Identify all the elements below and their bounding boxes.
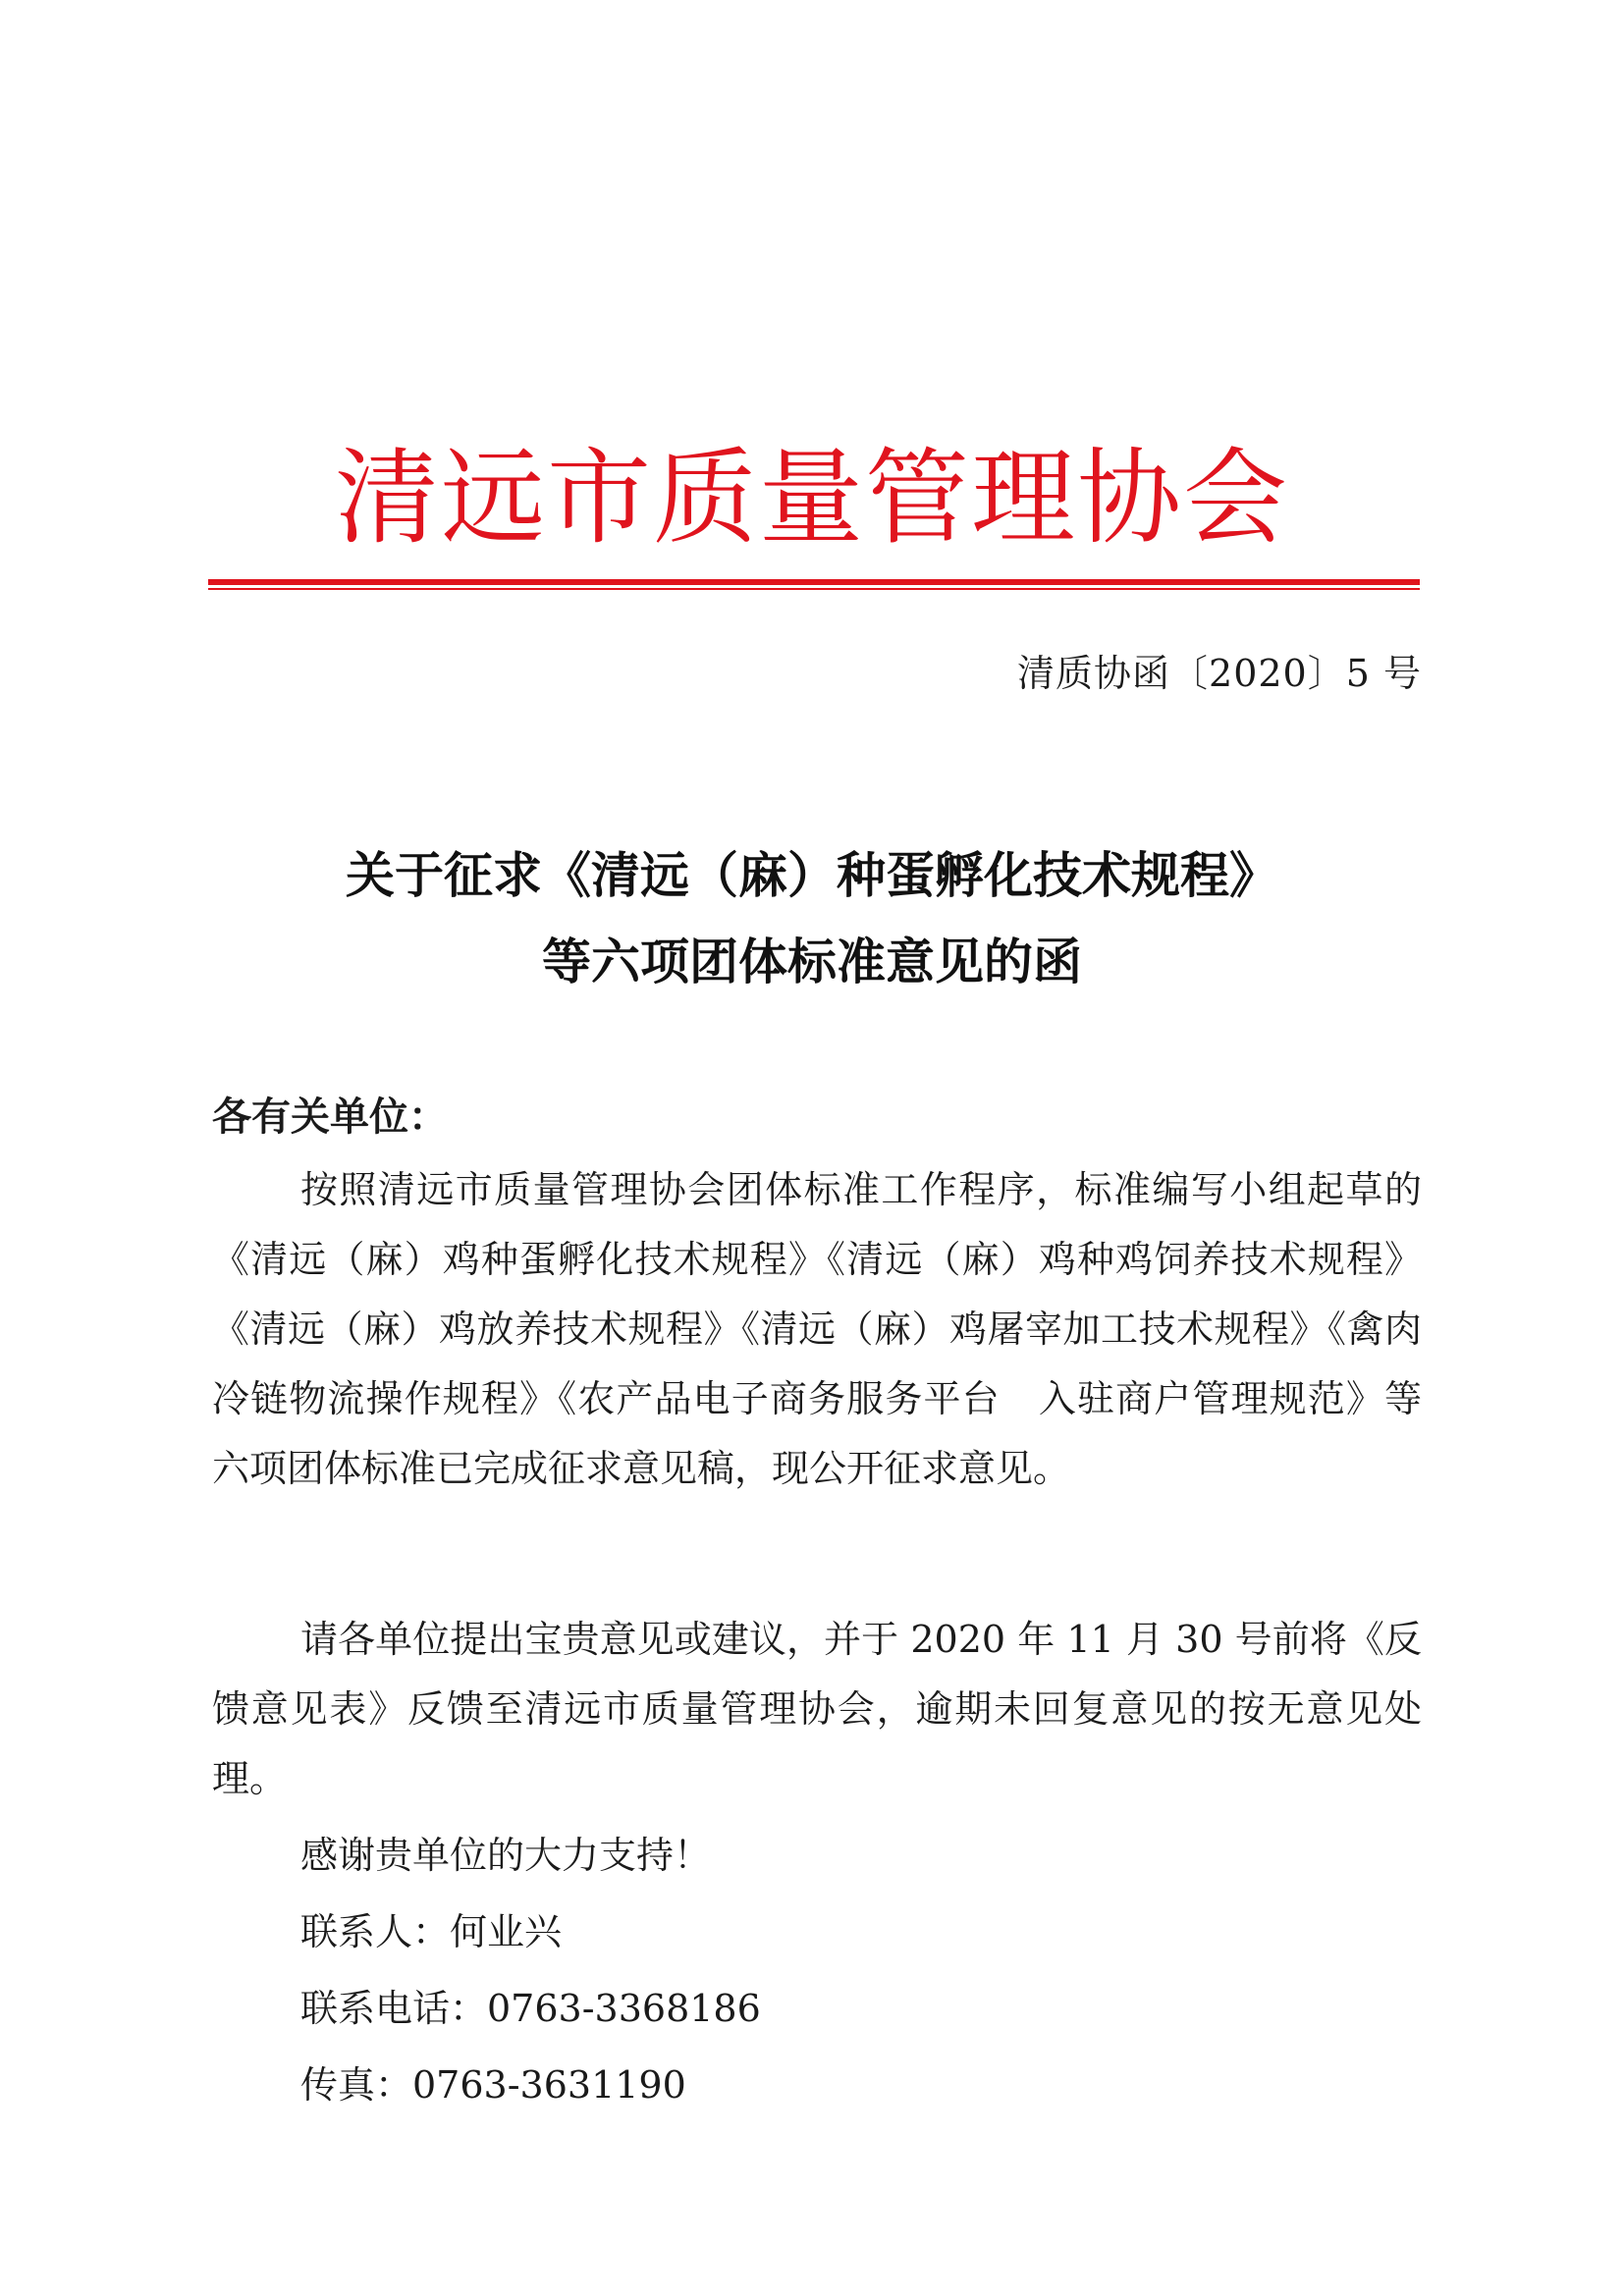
body-paragraph-2: 请各单位提出宝贵意见或建议，并于 2020 年 11 月 30 号前将《反馈意见表》反馈至清远市质量管理协会，逾期未回复意见的按无意见处理。: [212, 1618, 1422, 1800]
thanks-line: 感谢贵单位的大力支持！: [300, 1834, 712, 1877]
letterhead-rule-thick: [208, 579, 1420, 585]
letterhead-rule-thin: [208, 588, 1420, 590]
body-paragraph-1: 按照清远市质量管理协会团体标准工作程序，标准编写小组起草的《清远（麻）鸡种蛋孵化技术规程》《清远（麻）鸡种鸡饲养技术规程》《清远（麻）鸡放养技术规程》《清远（麻）鸡屠宰加工技术规程》《禽肉冷链物流操作规程》《农产品电子商务服务平台 入驻商户管理规范》等六项团体标准已完成征求意见稿，现公开征求意见。: [212, 1168, 1422, 1490]
contact-person: 联系人：何业兴: [300, 1910, 563, 1953]
contact-fax: 传真：0763-3631190: [300, 2063, 686, 2107]
subject-line-2: 等六项团体标准意见的函: [542, 934, 1082, 990]
subject-line-1: 关于征求《清远（麻）种蛋孵化技术规程》: [346, 847, 1278, 904]
salutation: 各有关单位：: [212, 1095, 448, 1140]
contact-phone: 联系电话：0763-3368186: [300, 1987, 761, 2030]
letterhead-title: 清远市质量管理协会: [335, 438, 1289, 559]
document-number: 清质协函〔2020〕5 号: [1017, 652, 1422, 695]
document-subject: [0, 832, 1624, 1005]
